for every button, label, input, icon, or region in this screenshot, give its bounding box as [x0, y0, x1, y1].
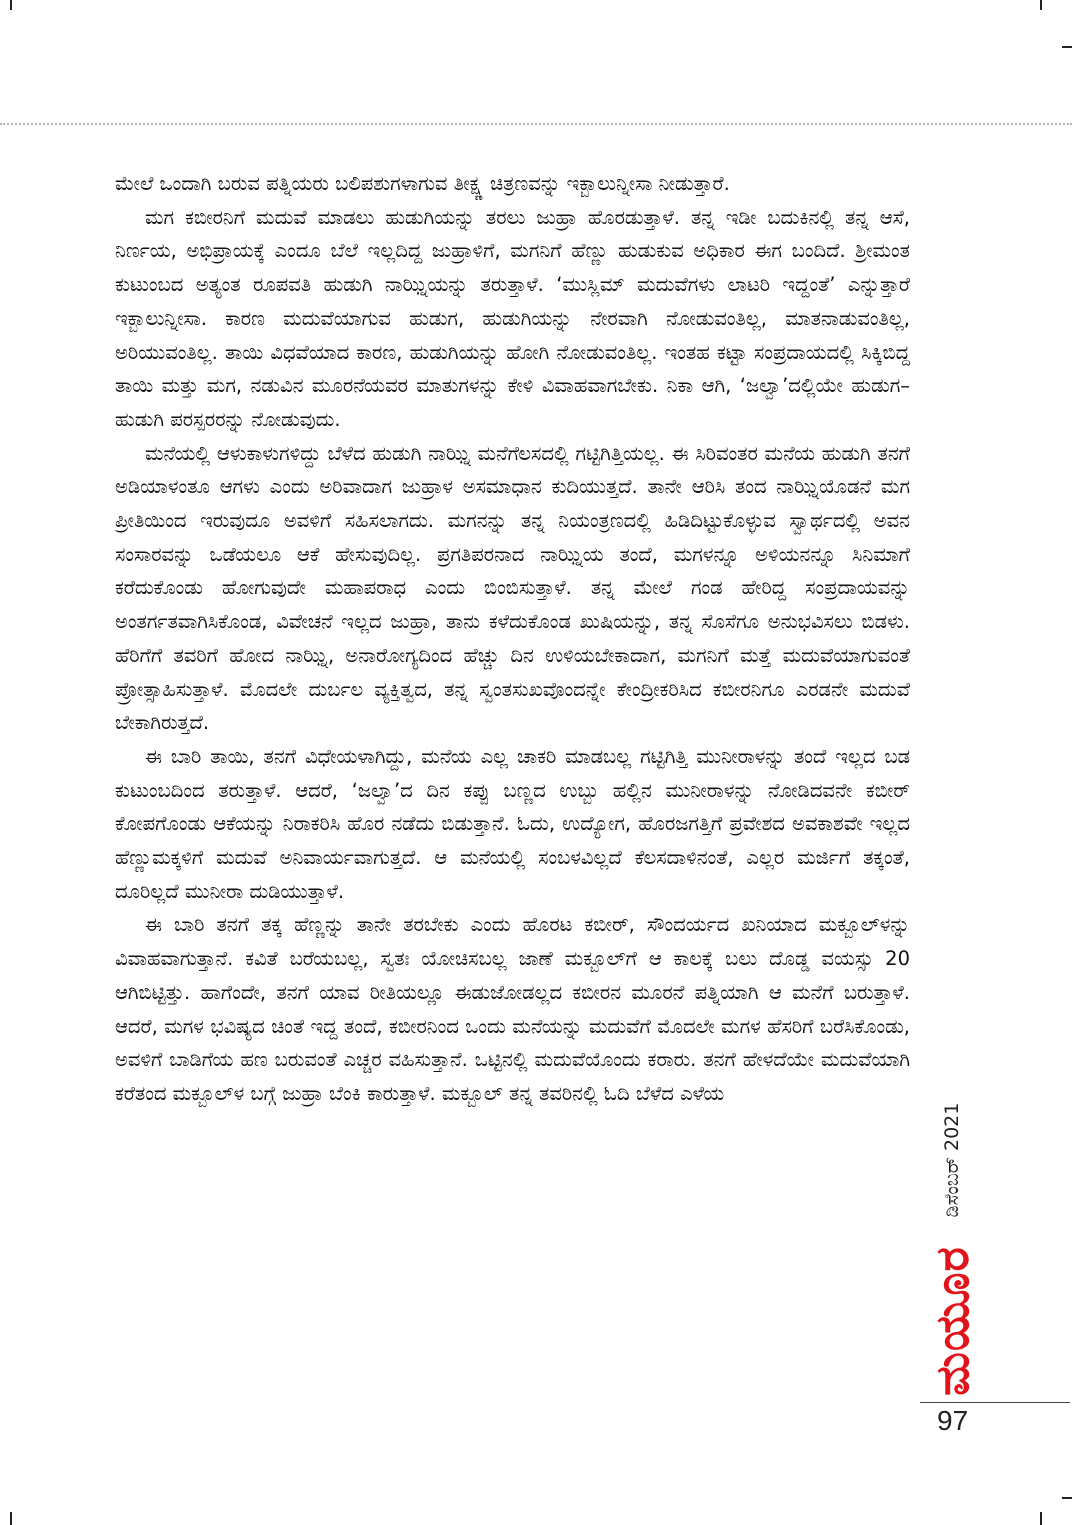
crop-mark-bottom-left	[10, 1512, 12, 1525]
article-paragraph: ಈ ಬಾರಿ ತನಗೆ ತಕ್ಕ ಹೆಣ್ಣನ್ನು ತಾನೇ ತರಬೇಕು ಎಂದು ಹೊರಟ ಕಬೀರ್, ಸೌಂದರ್ಯದ ಖನಿಯಾದ ಮಕ್ಬೂಲ್‌ಳನ್ನು ವಿವಾಹವಾಗುತ್ತಾನೆ. ಕವಿತೆ ಬರೆಯಬಲ್ಲ, ಸ್ವತಃ ಯೋಚಿಸಬಲ್ಲ ಜಾಣೆ ಮಕ್ಬೂಲ್‌ಗೆ ಆ ಕಾಲಕ್ಕೆ ಬಲು ದೊಡ್ಡ ವಯಸ್ಸು 20 ಆಗಿಬಿಟ್ಟಿತ್ತು. ಹಾಗೆಂದೇ, ತನಗೆ ಯಾವ ರೀತಿಯಲ್ಲೂ ಈಡುಜೋಡಲ್ಲದ ಕಬೀರನ ಮೂರನೆ ಪತ್ನಿಯಾಗಿ ಆ ಮನೆಗೆ ಬರುತ್ತಾಳೆ. ಆದರೆ, ಮಗಳ ಭವಿಷ್ಯದ ಚಿಂತೆ ಇದ್ದ ತಂದೆ, ಕಬೀರನಿಂದ ಒಂದು ಮನೆಯನ್ನು ಮದುವೆಗೆ ಮೊದಲೇ ಮಗಳ ಹೆಸರಿಗೆ ಬರೆಸಿಕೊಂಡು, ಅವಳಿಗೆ ಬಾಡಿಗೆಯ ಹಣ ಬರುವಂತೆ ಎಚ್ಚರ ವಹಿಸುತ್ತಾನೆ. ಒಟ್ಟಿನಲ್ಲಿ ಮದುವೆಯೊಂದು ಕರಾರು. ತನಗೆ ಹೇಳದೆಯೇ ಮದುವೆಯಾಗಿ ಕರೆತಂದ ಮಕ್ಬೂಲ್‌ಳ ಬಗ್ಗೆ ಜುಹ್ರಾ ಬೆಂಕಿ ಕಾರುತ್ತಾಳೆ. ಮಕ್ಬೂಲ್ ತನ್ನ ತವರಿನಲ್ಲಿ ಓದಿ ಬೆಳೆದ ಎಳೆಯ	[115, 913, 910, 1105]
crop-mark-right-bottom	[1062, 1497, 1072, 1499]
page-number: 97	[937, 1405, 969, 1436]
article-paragraph: ಮೇಲೆ ಒಂದಾಗಿ ಬರುವ ಪತ್ನಿಯರು ಬಲಿಪಶುಗಳಾಗುವ ತೀಕ್ಷ್ಣ ಚಿತ್ರಣವನ್ನು ಇಕ್ಬಾಲುನ್ನೀಸಾ ನೀಡುತ್ತಾರೆ.	[115, 172, 730, 195]
header-dotted-rule	[0, 123, 1072, 125]
article-paragraph: ಈ ಬಾರಿ ತಾಯಿ, ತನಗೆ ವಿಧೇಯಳಾಗಿದ್ದು, ಮನೆಯ ಎಲ್ಲ ಚಾಕರಿ ಮಾಡಬಲ್ಲ ಗಟ್ಟಿಗಿತ್ತಿ ಮುನೀರಾಳನ್ನು ತಂದೆ ಇಲ್ಲದ ಬಡ ಕುಟುಂಬದಿಂದ ತರುತ್ತಾಳೆ. ಆದರೆ, ‘ಜಲ್ವಾ’ದ ದಿನ ಕಪ್ಪು ಬಣ್ಣದ ಉಬ್ಬು ಹಲ್ಲಿನ ಮುನೀರಾಳನ್ನು ನೋಡಿದವನೇ ಕಬೀರ್ ಕೋಪಗೊಂಡು ಆಕೆಯನ್ನು ನಿರಾಕರಿಸಿ ಹೊರ ನಡೆದು ಬಿಡುತ್ತಾನೆ. ಓದು, ಉದ್ಯೋಗ, ಹೊರಜಗತ್ತಿಗೆ ಪ್ರವೇಶದ ಅವಕಾಶವೇ ಇಲ್ಲದ ಹೆಣ್ಣುಮಕ್ಕಳಿಗೆ ಮದುವೆ ಅನಿವಾರ್ಯವಾಗುತ್ತದೆ. ಆ ಮನೆಯಲ್ಲಿ ಸಂಬಳವಿಲ್ಲದೆ ಕೆಲಸದಾಳಿನಂತೆ, ಎಲ್ಲರ ಮರ್ಜಿಗೆ ತಕ್ಕಂತೆ, ದೂರಿಲ್ಲದೆ ಮುನೀರಾ ದುಡಿಯುತ್ತಾಳೆ.	[115, 744, 910, 903]
footer-rule	[920, 1402, 1070, 1403]
article-body	[115, 167, 910, 1111]
article-paragraph: ಮಗ ಕಬೀರನಿಗೆ ಮದುವೆ ಮಾಡಲು ಹುಡುಗಿಯನ್ನು ತರಲು ಜುಹ್ರಾ ಹೊರಡುತ್ತಾಳೆ. ತನ್ನ ಇಡೀ ಬದುಕಿನಲ್ಲಿ ತನ್ನ ಆಸೆ, ನಿರ್ಣಯ, ಅಭಿಪ್ರಾಯಕ್ಕೆ ಎಂದೂ ಬೆಲೆ ಇಲ್ಲದಿದ್ದ ಜುಹ್ರಾಳಿಗೆ, ಮಗನಿಗೆ ಹೆಣ್ಣು ಹುಡುಕುವ ಅಧಿಕಾರ ಈಗ ಬಂದಿದೆ. ಶ್ರೀಮಂತ ಕುಟುಂಬದ ಅತ್ಯಂತ ರೂಪವತಿ ಹುಡುಗಿ ನಾಝ್ನಿಯನ್ನು ತರುತ್ತಾಳೆ. ‘ಮುಸ್ಲಿಮ್ ಮದುವೆಗಳು ಲಾಟರಿ ಇದ್ದಂತೆ’ ಎನ್ನುತ್ತಾರೆ ಇಕ್ಬಾಲುನ್ನೀಸಾ. ಕಾರಣ ಮದುವೆಯಾಗುವ ಹುಡುಗ, ಹುಡುಗಿಯನ್ನು ನೇರವಾಗಿ ನೋಡುವಂತಿಲ್ಲ, ಮಾತನಾಡುವಂತಿಲ್ಲ, ಅರಿಯುವಂತಿಲ್ಲ. ತಾಯಿ ವಿಧವೆಯಾದ ಕಾರಣ, ಹುಡುಗಿಯನ್ನು ಹೋಗಿ ನೋಡುವಂತಿಲ್ಲ. ಇಂತಹ ಕಟ್ಟಾ ಸಂಪ್ರದಾಯದಲ್ಲಿ ಸಿಕ್ಕಿಬಿದ್ದ ತಾಯಿ ಮತ್ತು ಮಗ, ನಡುವಿನ ಮೂರನೆಯವರ ಮಾತುಗಳನ್ನು ಕೇಳಿ ವಿವಾಹವಾಗಬೇಕು. ನಿಕಾ ಆಗಿ, ‘ಜಲ್ವಾ’ದಲ್ಲಿಯೇ ಹುಡುಗ–ಹುಡುಗಿ ಪರಸ್ಪರರನ್ನು ನೋಡುವುದು.	[115, 205, 910, 431]
issue-date: ಡಿಸೆಂಬರ್ 2021	[941, 1102, 963, 1218]
crop-mark-right-top	[1062, 46, 1072, 48]
crop-mark-top-left	[10, 0, 12, 10]
crop-mark-top-right	[1040, 0, 1042, 10]
article-paragraph: ಮನೆಯಲ್ಲಿ ಆಳುಕಾಳುಗಳಿದ್ದು ಬೆಳೆದ ಹುಡುಗಿ ನಾಝ್ನಿ ಮನೆಗೆಲಸದಲ್ಲಿ ಗಟ್ಟಿಗಿತ್ತಿಯಲ್ಲ. ಈ ಸಿರಿವಂತರ ಮನೆಯ ಹುಡುಗಿ ತನಗೆ ಅಡಿಯಾಳಂತೂ ಆಗಳು ಎಂದು ಅರಿವಾದಾಗ ಜುಹ್ರಾಳ ಅಸಮಾಧಾನ ಕುದಿಯುತ್ತದೆ. ತಾನೇ ಆರಿಸಿ ತಂದ ನಾಝ್ನಿಯೊಡನೆ ಮಗ ಪ್ರೀತಿಯಿಂದ ಇರುವುದೂ ಅವಳಿಗೆ ಸಹಿಸಲಾಗದು. ಮಗನನ್ನು ತನ್ನ ನಿಯಂತ್ರಣದಲ್ಲಿ ಹಿಡಿದಿಟ್ಟುಕೊಳ್ಳುವ ಸ್ವಾರ್ಥದಲ್ಲಿ ಅವನ ಸಂಸಾರವನ್ನು ಒಡೆಯಲೂ ಆಕೆ ಹೇಸುವುದಿಲ್ಲ. ಪ್ರಗತಿಪರನಾದ ನಾಝ್ನಿಯ ತಂದೆ, ಮಗಳನ್ನೂ ಅಳಿಯನನ್ನೂ ಸಿನಿಮಾಗೆ ಕರೆದುಕೊಂಡು ಹೋಗುವುದೇ ಮಹಾಪರಾಧ ಎಂದು ಬಿಂಬಿಸುತ್ತಾಳೆ. ತನ್ನ ಮೇಲೆ ಗಂಡ ಹೇರಿದ್ದ ಸಂಪ್ರದಾಯವನ್ನು ಅಂತರ್ಗತವಾಗಿಸಿಕೊಂಡ, ವಿವೇಚನೆ ಇಲ್ಲದ ಜುಹ್ರಾ, ತಾನು ಕಳೆದುಕೊಂಡ ಖುಷಿಯನ್ನು, ತನ್ನ ಸೊಸೆಗೂ ಅನುಭವಿಸಲು ಬಿಡಳು. ಹೆರಿಗೆಗೆ ತವರಿಗೆ ಹೋದ ನಾಝ್ನಿ, ಅನಾರೋಗ್ಯದಿಂದ ಹೆಚ್ಚು ದಿನ ಉಳಿಯಬೇಕಾದಾಗ, ಮಗನಿಗೆ ಮತ್ತೆ ಮದುವೆಯಾಗುವಂತೆ ಪ್ರೋತ್ಸಾಹಿಸುತ್ತಾಳೆ. ಮೊದಲೇ ದುರ್ಬಲ ವ್ಯಕ್ತಿತ್ವದ, ತನ್ನ ಸ್ವಂತಸುಖವೊಂದನ್ನೇ ಕೇಂದ್ರೀಕರಿಸಿದ ಕಬೀರನಿಗೂ ಎರಡನೇ ಮದುವೆ ಬೇಕಾಗಿರುತ್ತದೆ.	[115, 441, 910, 735]
crop-mark-bottom-right	[1040, 1512, 1042, 1525]
magazine-logo: ಮಯೂರ	[925, 1246, 979, 1396]
